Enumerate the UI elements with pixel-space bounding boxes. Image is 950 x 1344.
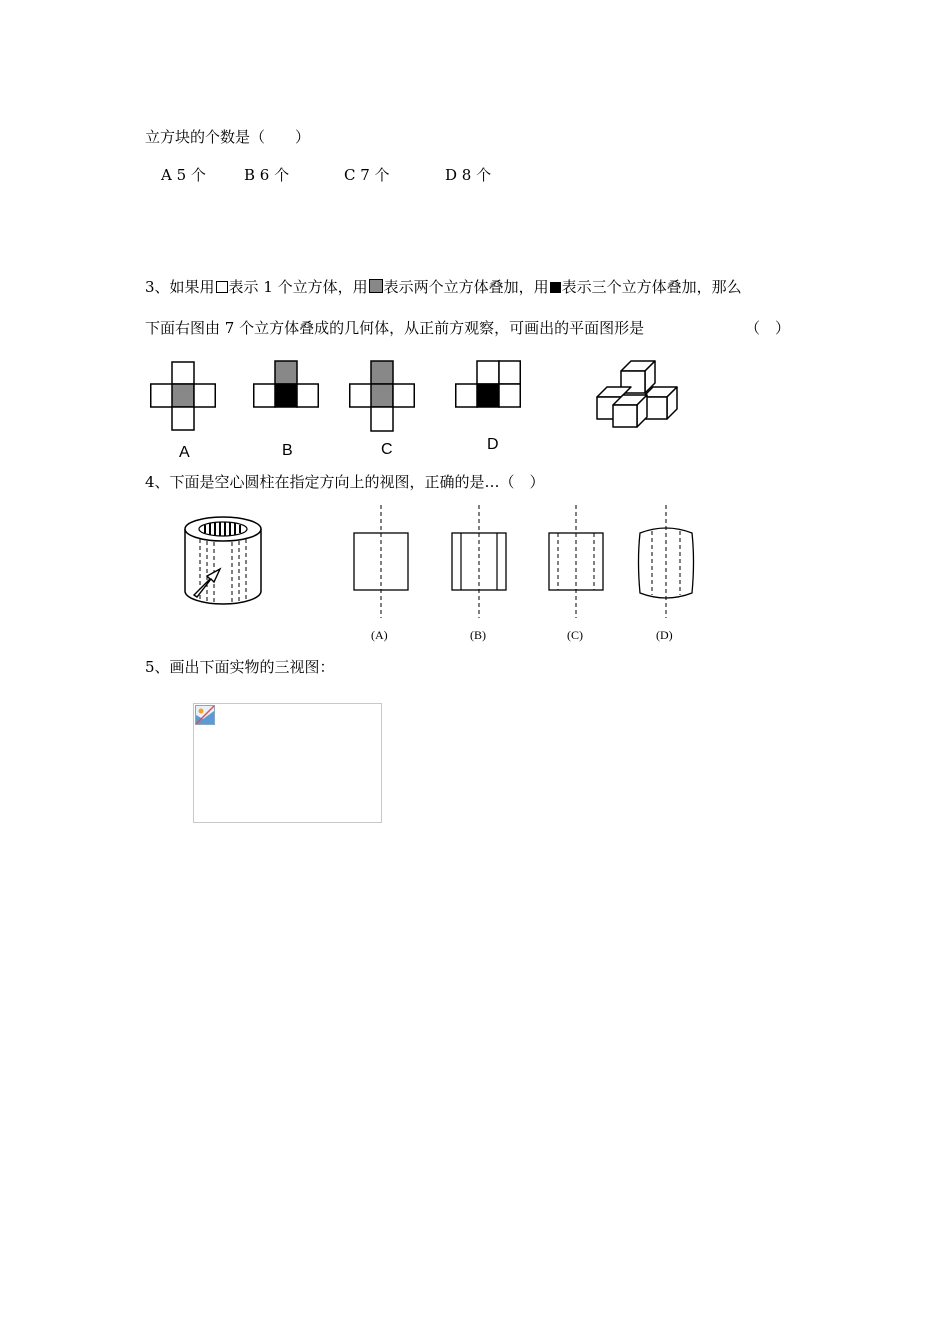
q4-view-c — [548, 505, 604, 618]
q4-view-a — [353, 505, 409, 618]
stacked-cubes-figure — [595, 353, 680, 428]
gray-square-icon — [369, 279, 383, 293]
q4-view-d — [637, 505, 695, 618]
q3-figure-c — [349, 360, 415, 432]
q5-stem: 5、画出下面实物的三视图： — [145, 658, 335, 676]
q3-figure-d — [455, 360, 521, 408]
q4-caption-d: (D) — [656, 628, 673, 642]
q3-stem-line2: 下面右图由 7 个立方体叠成的几何体，从正前方观察，可画出的平面图形是 — [145, 319, 645, 337]
q3-label-d: D — [487, 436, 499, 453]
q4-stem: 4、下面是空心圆柱在指定方向上的视图，正确的是…（ ） — [145, 473, 545, 491]
broken-image-icon — [195, 705, 215, 725]
q2-option-c: C 7 个 — [344, 166, 390, 184]
q3-answer-paren: （ ） — [745, 319, 791, 337]
q3-figure-a — [150, 361, 216, 431]
hollow-cylinder-figure — [180, 515, 266, 607]
q3-label-c: C — [381, 441, 393, 458]
q4-caption-a: (A) — [371, 628, 388, 642]
q4-caption-c: (C) — [567, 628, 583, 642]
broken-image-placeholder — [193, 703, 382, 823]
q3-label-a: A — [179, 444, 190, 461]
q2-stem: 立方块的个数是（ ） — [145, 128, 311, 146]
q2-option-d: D 8 个 — [445, 166, 492, 184]
q4-caption-b: (B) — [470, 628, 486, 642]
q3-figure-b — [253, 360, 319, 408]
q2-option-a: A 5 个 — [161, 166, 206, 184]
white-square-icon — [216, 281, 228, 293]
q3-label-b: B — [282, 442, 293, 459]
q3-stem-line1: 3、如果用 表示 1 个立方体，用 表示两个立方体叠加，用 表示三个立方体叠加，那么 — [145, 278, 742, 296]
q4-view-b — [451, 505, 507, 618]
q2-option-b: B 6 个 — [244, 166, 290, 184]
black-square-icon — [550, 282, 561, 293]
